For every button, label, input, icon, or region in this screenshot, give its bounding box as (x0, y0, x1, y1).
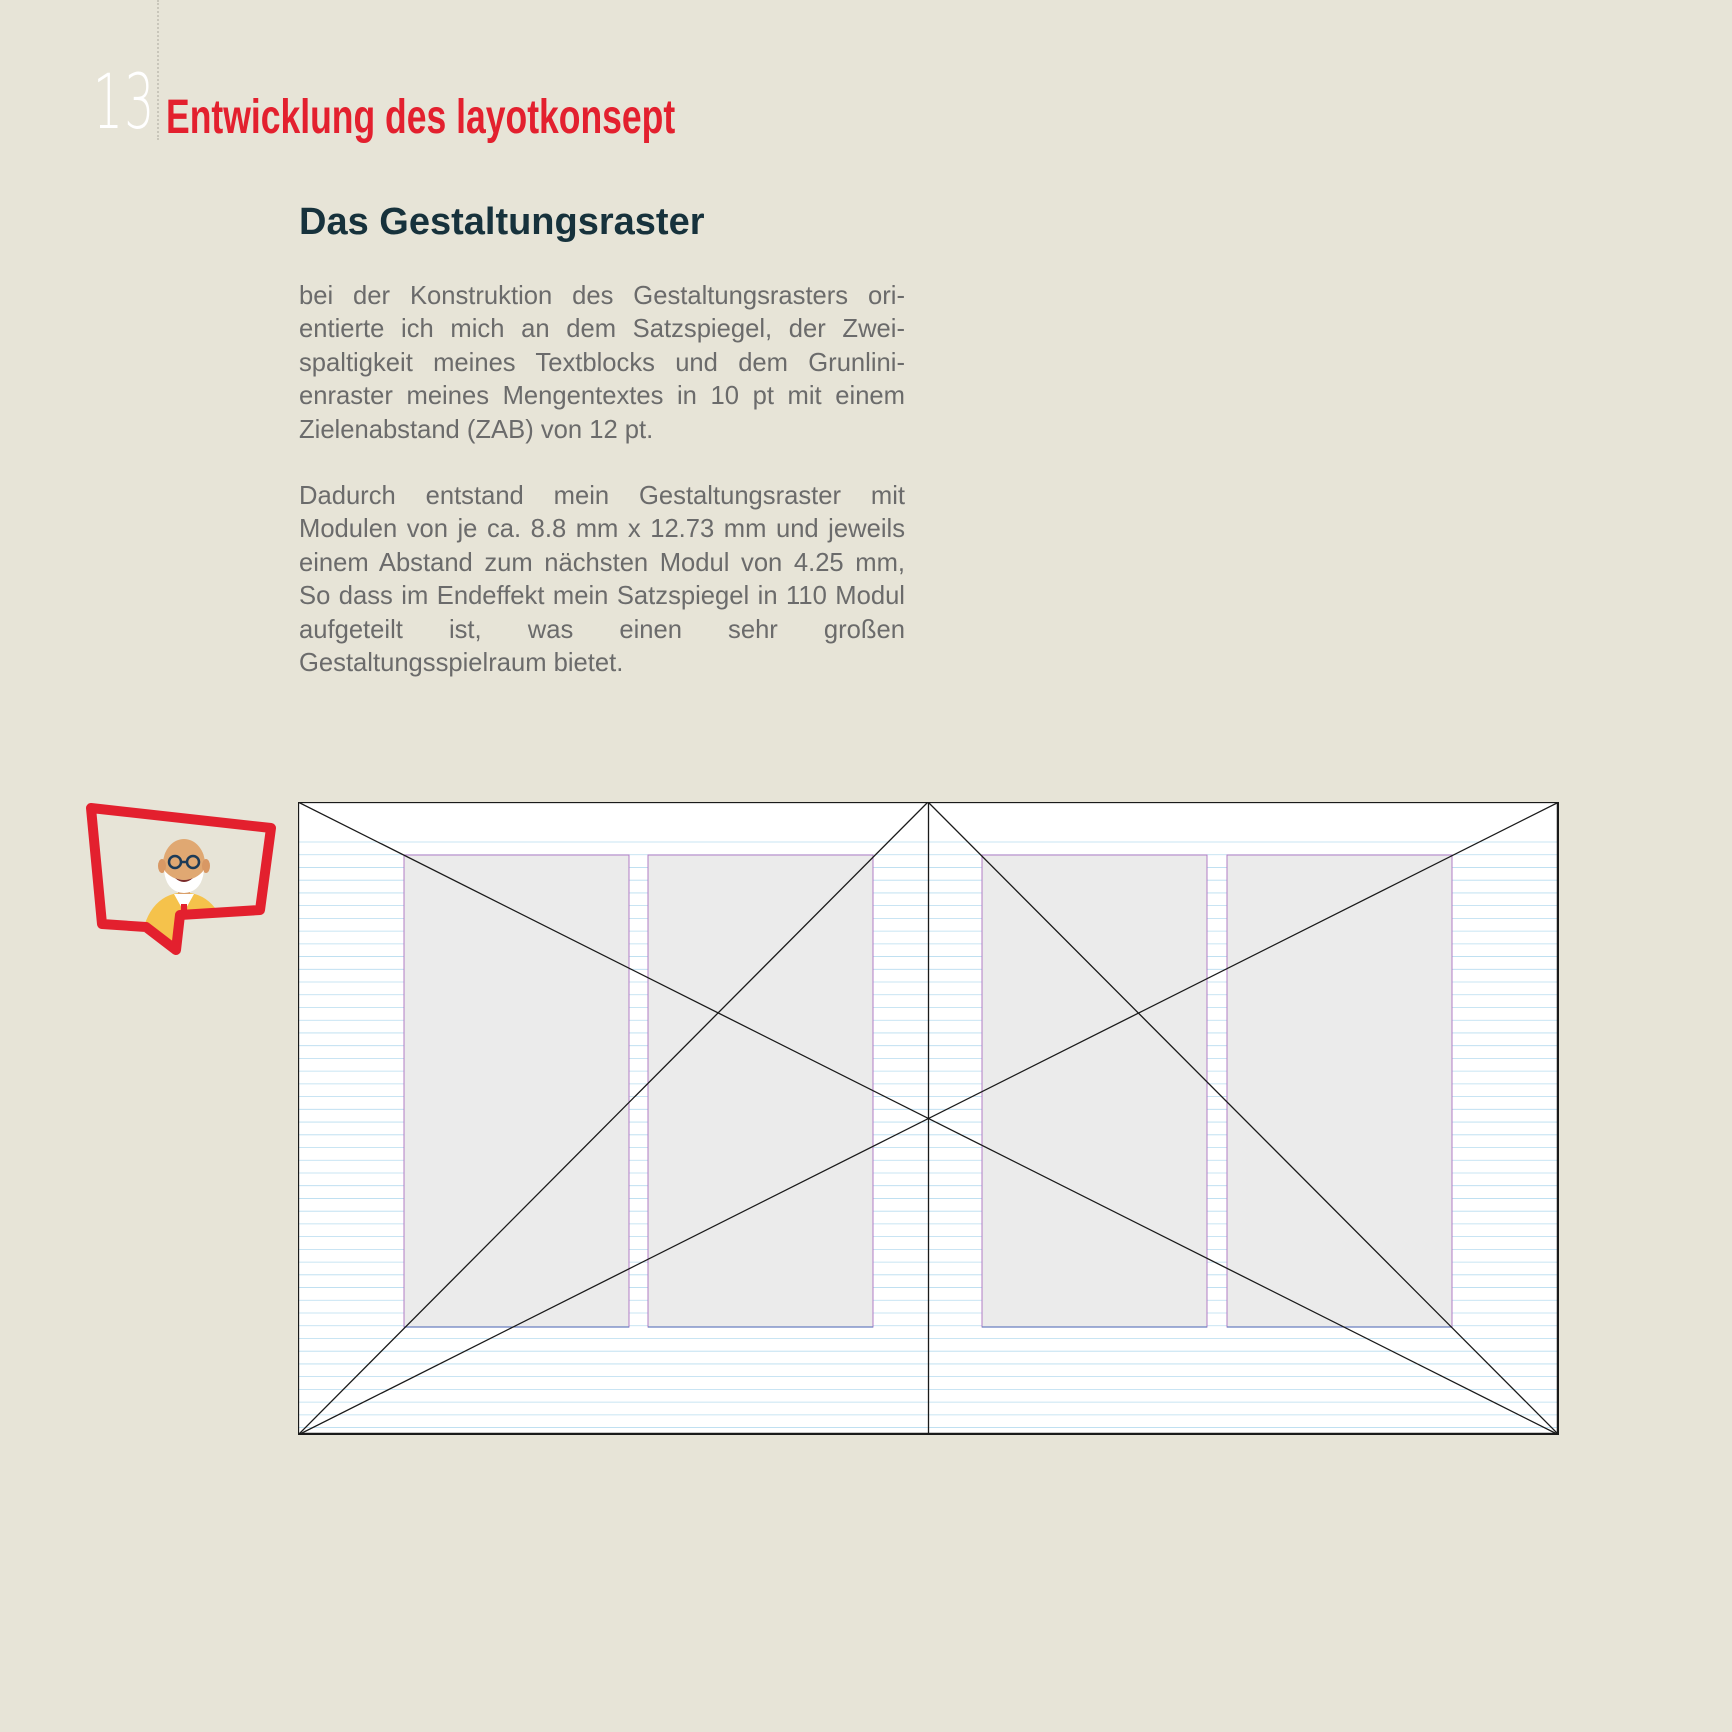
chapter-title: Entwicklung des layotkonsept (166, 91, 676, 144)
text-column-right-1 (982, 855, 1207, 1327)
text-column-right-2 (1227, 855, 1452, 1327)
text-column-left-1 (404, 855, 629, 1327)
body-paragraph-1: bei der Konstruktion des Gestaltungsrasters orientierte ich mich an dem Satzspiegel, der Zweispaltigkeit meines Textblocks und dem Grunlinienraster meines Mengentextes in 10 pt mit einem Zielenabstand (ZAB) von 12 pt. (299, 282, 905, 444)
dotted-rule (157, 0, 159, 140)
page-number: 13 (93, 57, 156, 146)
body-paragraph-2: Dadurch entstand mein Gestaltungsraster mit Modulen von je ca. 8.8 mm x 12.73 mm und jeweils einem Abstand zum nächsten Modul von 4.25 mm, So dass im Endeffekt mein Satzspiegel in 110 Modul aufgeteilt ist, was einen sehr großen Gestaltungsspielraum bietet. (299, 482, 905, 678)
speech-bubble-avatar-icon (84, 800, 280, 960)
text-column-left-2 (648, 855, 873, 1327)
section-heading: Das Gestaltungsraster (299, 201, 705, 243)
layout-grid-figure (298, 802, 1559, 1435)
